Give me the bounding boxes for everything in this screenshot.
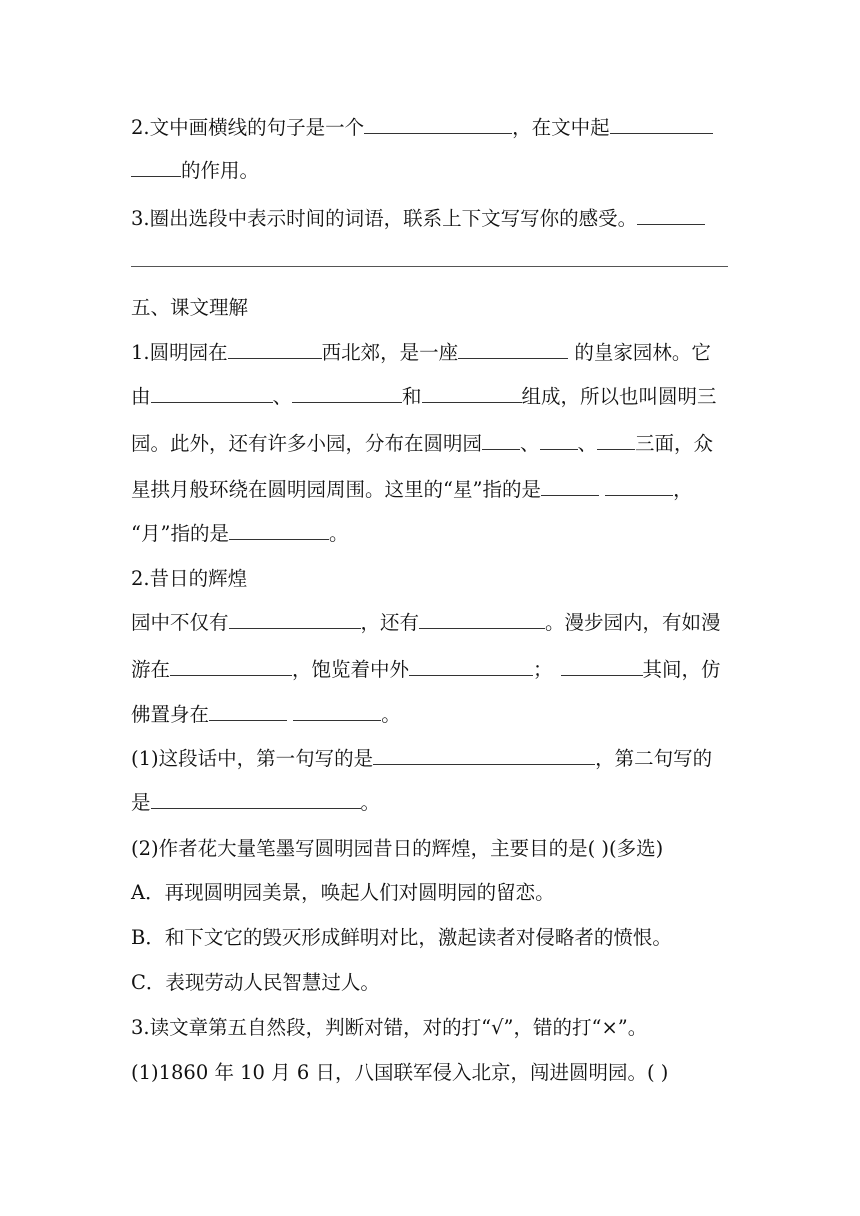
part-2-title: 2.昔日的辉煌 bbox=[131, 567, 248, 590]
option-c[interactable] bbox=[131, 970, 731, 996]
answer-blank[interactable] bbox=[228, 340, 322, 359]
answer-blank[interactable] bbox=[373, 746, 595, 765]
text: 、 bbox=[272, 385, 293, 408]
text: (1)这段话中，第一句写的是 bbox=[131, 747, 374, 770]
option-a[interactable] bbox=[131, 880, 731, 906]
answer-blank[interactable] bbox=[209, 702, 287, 721]
sub-question-2 bbox=[131, 836, 731, 862]
text: 园。此外，还有许多小园，分布在圆明园 bbox=[131, 432, 483, 455]
answer-line[interactable] bbox=[131, 266, 728, 267]
part-2-line-1 bbox=[131, 610, 731, 636]
text: 。漫步园内，有如漫 bbox=[545, 611, 721, 634]
part-1-line-4 bbox=[131, 477, 731, 503]
option-c-text: C．表现劳动人民智慧过人。 bbox=[131, 971, 380, 994]
text: ； bbox=[533, 658, 553, 681]
text: 。 bbox=[381, 703, 401, 726]
sub-question-1-line-2 bbox=[131, 790, 731, 816]
answer-blank[interactable] bbox=[131, 158, 181, 177]
text: 三面，众 bbox=[635, 432, 714, 455]
text: 西北郊，是一座 bbox=[321, 341, 459, 364]
option-a-text: A．再现圆明园美景，唤起人们对圆明园的留恋。 bbox=[131, 881, 555, 904]
text: 和 bbox=[402, 385, 422, 408]
part-1-line-1 bbox=[131, 340, 731, 366]
answer-blank[interactable] bbox=[605, 477, 673, 496]
question-2-text-a: 2.文中画横线的句子是一个 bbox=[131, 116, 365, 139]
part-2-line-2 bbox=[131, 657, 731, 683]
text: 佛置身在 bbox=[131, 703, 210, 726]
sub-question-2-text: (2)作者花大量笔墨写圆明园昔日的辉煌，主要目的是( )(多选) bbox=[131, 837, 664, 860]
text: 游在 bbox=[131, 658, 171, 681]
question-2-text-c: 的作用。 bbox=[181, 159, 260, 182]
text: 的皇家园林。它 bbox=[568, 341, 711, 364]
answer-blank[interactable] bbox=[637, 206, 705, 225]
answer-blank[interactable] bbox=[610, 115, 713, 134]
answer-blank[interactable] bbox=[419, 610, 545, 629]
answer-blank[interactable] bbox=[170, 657, 292, 676]
text: 星拱月般环绕在圆明园周围。这里的“星”指的是 bbox=[131, 478, 541, 501]
text: ， bbox=[673, 478, 693, 501]
answer-blank[interactable] bbox=[151, 790, 361, 809]
part-3-title: 3.读文章第五自然段，判断对错，对的打“√”，错的打“×”。 bbox=[131, 1016, 648, 1039]
answer-blank[interactable] bbox=[458, 340, 568, 359]
text: 园中不仅有 bbox=[131, 611, 229, 634]
answer-blank[interactable] bbox=[151, 384, 273, 403]
judgement-item-1-text: (1)1860 年 10 月 6 日，八国联军侵入北京，闯进圆明园。( ) bbox=[131, 1061, 669, 1084]
judgement-item-1 bbox=[131, 1060, 731, 1086]
answer-blank[interactable] bbox=[597, 431, 635, 450]
answer-blank[interactable] bbox=[409, 657, 533, 676]
question-3-line bbox=[131, 206, 731, 232]
question-2-line-1 bbox=[131, 115, 731, 141]
answer-blank[interactable] bbox=[293, 702, 381, 721]
text: “月”指的是 bbox=[131, 522, 229, 545]
part-3-heading bbox=[131, 1015, 731, 1041]
text: 、 bbox=[520, 432, 540, 455]
option-b[interactable] bbox=[131, 925, 731, 951]
text: 。 bbox=[328, 522, 349, 545]
part-2-heading bbox=[131, 566, 731, 592]
part-2-line-3 bbox=[131, 702, 731, 728]
answer-blank[interactable] bbox=[229, 521, 329, 540]
option-b-text: B．和下文它的毁灭形成鲜明对比，激起读者对侵略者的愤恨。 bbox=[131, 926, 672, 949]
text: 其间，仿 bbox=[642, 658, 721, 681]
answer-blank[interactable] bbox=[561, 657, 643, 676]
answer-blank[interactable] bbox=[541, 477, 599, 496]
answer-blank[interactable] bbox=[482, 431, 520, 450]
answer-blank[interactable] bbox=[292, 384, 402, 403]
section-5-heading bbox=[131, 295, 731, 321]
text: ，饱览着中外 bbox=[292, 658, 410, 681]
text: 。 bbox=[360, 791, 381, 814]
part-1-line-5 bbox=[131, 521, 731, 547]
answer-blank[interactable] bbox=[229, 610, 361, 629]
sub-question-1-line-1 bbox=[131, 746, 731, 772]
question-2-text-b: ，在文中起 bbox=[512, 116, 610, 139]
answer-blank[interactable] bbox=[364, 115, 512, 134]
text: 组成，所以也叫圆明三 bbox=[521, 385, 717, 408]
text: 由 bbox=[131, 385, 151, 408]
text: 1.圆明园在 bbox=[131, 341, 228, 364]
answer-blank[interactable] bbox=[540, 431, 578, 450]
section-5-title: 五、课文理解 bbox=[131, 296, 249, 319]
part-1-line-2 bbox=[131, 384, 731, 410]
text: 、 bbox=[577, 432, 598, 455]
answer-blank[interactable] bbox=[422, 384, 522, 403]
question-3-text: 3.圈出选段中表示时间的词语，联系上下文写写你的感受。 bbox=[131, 207, 638, 230]
text: 是 bbox=[131, 791, 151, 814]
text: ，还有 bbox=[360, 611, 420, 634]
part-1-line-3 bbox=[131, 431, 731, 457]
text: ，第二句写的 bbox=[595, 747, 713, 770]
question-2-line-2 bbox=[131, 158, 731, 184]
